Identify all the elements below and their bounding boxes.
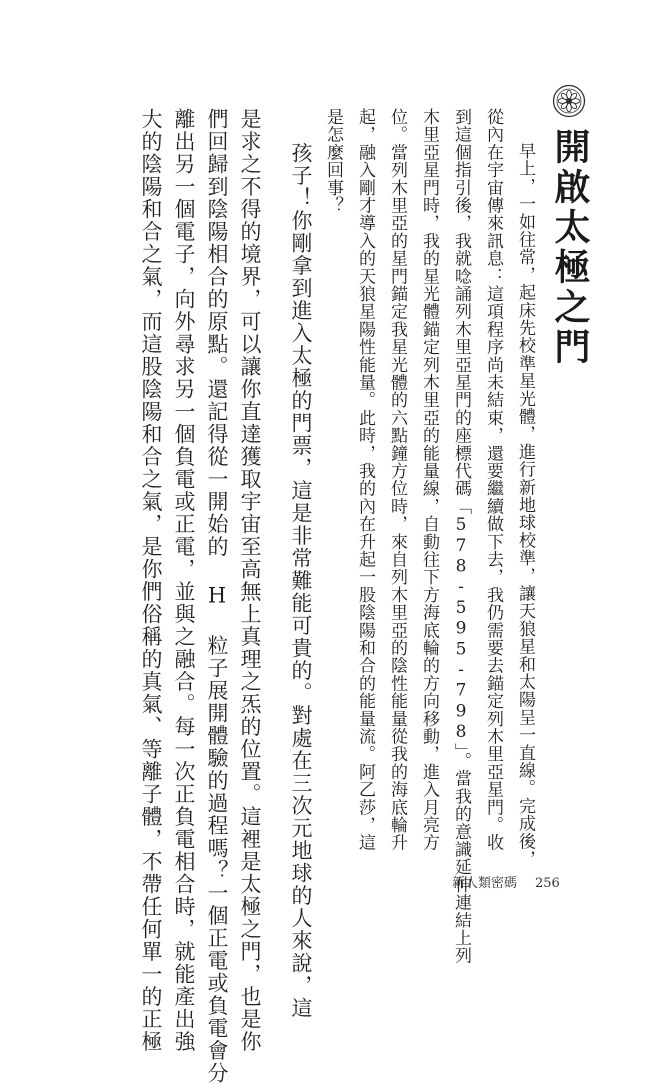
chapter-title-block bbox=[544, 84, 594, 368]
text-column: 大的陰陽和合之氣，而這股陰陽和合之氣，是你們俗稱的真氣、等離子體，不帶任何單一的正極 bbox=[139, 108, 163, 1053]
text-column: 位。當列木里亞的星門錨定我星光體的六點鐘方位時，來自列木里亞的陰性能量從我的海底輪升 bbox=[387, 108, 407, 852]
text-column: 離出另一個電子，向外尋求另一個負電或正電，並與之融合。每一次正負電相合時，就能產出強 bbox=[172, 108, 196, 1053]
page-footer bbox=[452, 872, 560, 891]
text-column: 從內在宇宙傳來訊息：這項程序尚未結束，還要繼續做下去，我仍需要去錨定列木里亞星門。收 bbox=[483, 108, 503, 852]
text-column: 是怎麼回事？ bbox=[323, 108, 343, 215]
mandala-icon bbox=[552, 84, 586, 118]
book-title: 新人類密碼 bbox=[452, 876, 518, 891]
text-column: 們回歸到陰陽相合的原點。還記得從一開始的 H 粒子展開體驗的過程嗎？一個正電或負電會分 bbox=[205, 108, 229, 1085]
text-column: 起，融入剛才導入的天狼星陽性能量。此時，我的內在升起一股陰陽和合的能量流。阿乙莎，這 bbox=[355, 108, 375, 852]
text-column: 到這個指引後，我就唸誦列木里亞星門的座標代碼「578-595-798」。當我的意識延伸連結上列 bbox=[451, 108, 471, 965]
text-column: 早上，一如往常，起床先校準星光體，進行新地球校準，讓天狼星和太陽呈一直線。完成後， bbox=[515, 142, 535, 868]
page-number: 256 bbox=[535, 876, 560, 891]
text-column: 孩子！你剛拿到進入太極的門票，這是非常難能可貴的。對處在三次元地球的人來說，這 bbox=[289, 142, 313, 1020]
text-column: 是求之不得的境界，可以讓你直達獲取宇宙至高無上真理之炁的位置。這裡是太極之門，也是你 bbox=[238, 108, 262, 1053]
text-column: 木里亞星門時，我的星光體錨定列木里亞的能量線，自動往下方海底輪的方向移動，進入月亮方 bbox=[419, 108, 439, 852]
chapter-title: 開啟太極之門 bbox=[549, 128, 590, 368]
